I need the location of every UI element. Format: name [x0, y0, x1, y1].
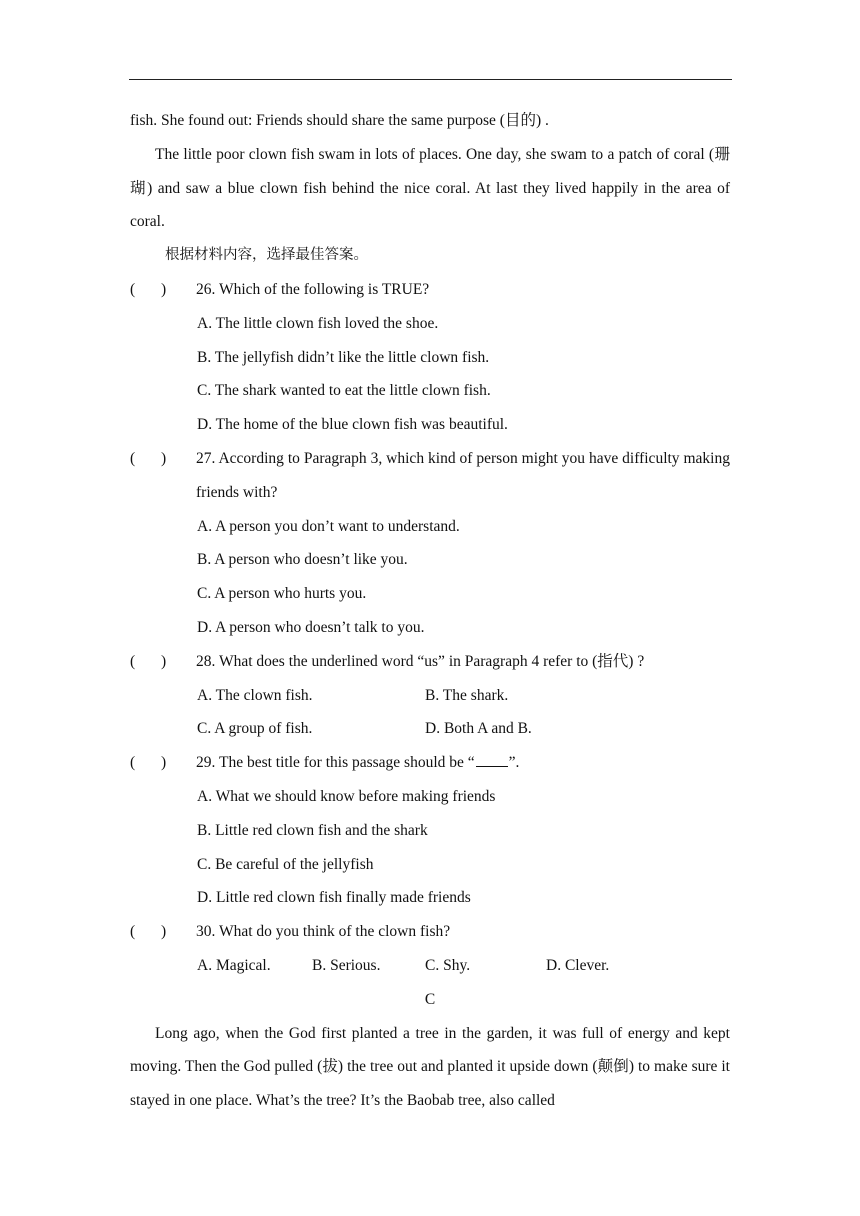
answer-paren-open: (	[130, 652, 136, 670]
question-text: 26. Which of the following is TRUE?	[196, 280, 430, 298]
question-text: 30. What do you think of the clown fish?	[196, 923, 451, 941]
option-28-b: B. The shark.	[425, 686, 509, 704]
answer-paren-close: )	[161, 754, 167, 772]
options-28-row-1	[130, 679, 730, 713]
option-27-b: B. A person who doesn’t like you.	[197, 551, 408, 569]
question-26	[130, 273, 730, 307]
question-text: 27. According to Paragraph 3, which kind of person might you have difficulty making friends with?	[196, 449, 730, 501]
option-27-a: A. A person you don’t want to understand.	[197, 517, 460, 535]
instruction-text: 根据材料内容，选择最佳答案。	[165, 247, 368, 264]
question-30	[130, 915, 730, 949]
section-heading: C	[424, 990, 436, 1008]
option-26-c: C. The shark wanted to eat the little clown fish.	[197, 382, 491, 400]
option-28-a: A. The clown fish.	[197, 686, 313, 704]
option-28-c: C. A group of fish.	[197, 720, 313, 738]
paragraph-coral: The little poor clown fish swam in lots of places. One day, she swam to a patch of coral (珊瑚) and saw a blue clown fish behind the nice coral. At last they lived happily in the area of coral.	[130, 145, 730, 231]
answer-paren-close: )	[161, 449, 167, 467]
paragraph-continued: fish. She found out: Friends should share the same purpose (目的) .	[130, 112, 549, 129]
question-27	[130, 442, 730, 510]
option-27-c: C. A person who hurts you.	[197, 585, 367, 603]
answer-paren-open: (	[130, 923, 136, 941]
options-28-row-2	[130, 712, 730, 746]
option-30-d: D. Clever.	[546, 956, 610, 974]
option-30-c: C. Shy.	[425, 956, 471, 974]
answer-paren-open: (	[130, 754, 136, 772]
question-29	[130, 746, 730, 780]
answer-paren-close: )	[161, 652, 167, 670]
option-26-a: A. The little clown fish loved the shoe.	[197, 314, 439, 332]
question-text-before: 29. The best title for this passage should be “	[196, 754, 475, 772]
question-text-after: ”.	[508, 754, 520, 772]
question-28	[130, 645, 730, 679]
answer-paren-open: (	[130, 280, 136, 298]
answer-paren-open: (	[130, 449, 136, 467]
option-26-b: B. The jellyfish didn’t like the little clown fish.	[197, 348, 490, 366]
option-29-a: A. What we should know before making friends	[197, 787, 496, 805]
option-29-c: C. Be careful of the jellyfish	[197, 855, 374, 873]
answer-paren-close: )	[161, 923, 167, 941]
option-30-b: B. Serious.	[312, 956, 381, 974]
page-content	[130, 104, 730, 1118]
option-28-d: D. Both A and B.	[425, 720, 532, 738]
option-29-b: B. Little red clown fish and the shark	[197, 821, 428, 839]
question-text: 28. What does the underlined word “us” in Paragraph 4 refer to (指代) ?	[196, 652, 645, 670]
option-27-d: D. A person who doesn’t talk to you.	[197, 618, 425, 636]
option-30-a: A. Magical.	[197, 956, 271, 974]
option-26-d: D. The home of the blue clown fish was beautiful.	[197, 416, 508, 434]
answer-blank	[476, 752, 508, 767]
options-30-row	[130, 949, 730, 983]
option-29-d: D. Little red clown fish finally made friends	[197, 889, 471, 907]
answer-paren-close: )	[161, 280, 167, 298]
header-rule	[129, 79, 732, 80]
paragraph-baobab: Long ago, when the God first planted a tree in the garden, it was full of energy and kept moving. Then the God pulled (拔) the tree out and planted it upside down (颠倒) to make sure it stayed in one place. What’s the tree? It’s the Baobab tree, also called	[130, 1024, 730, 1110]
